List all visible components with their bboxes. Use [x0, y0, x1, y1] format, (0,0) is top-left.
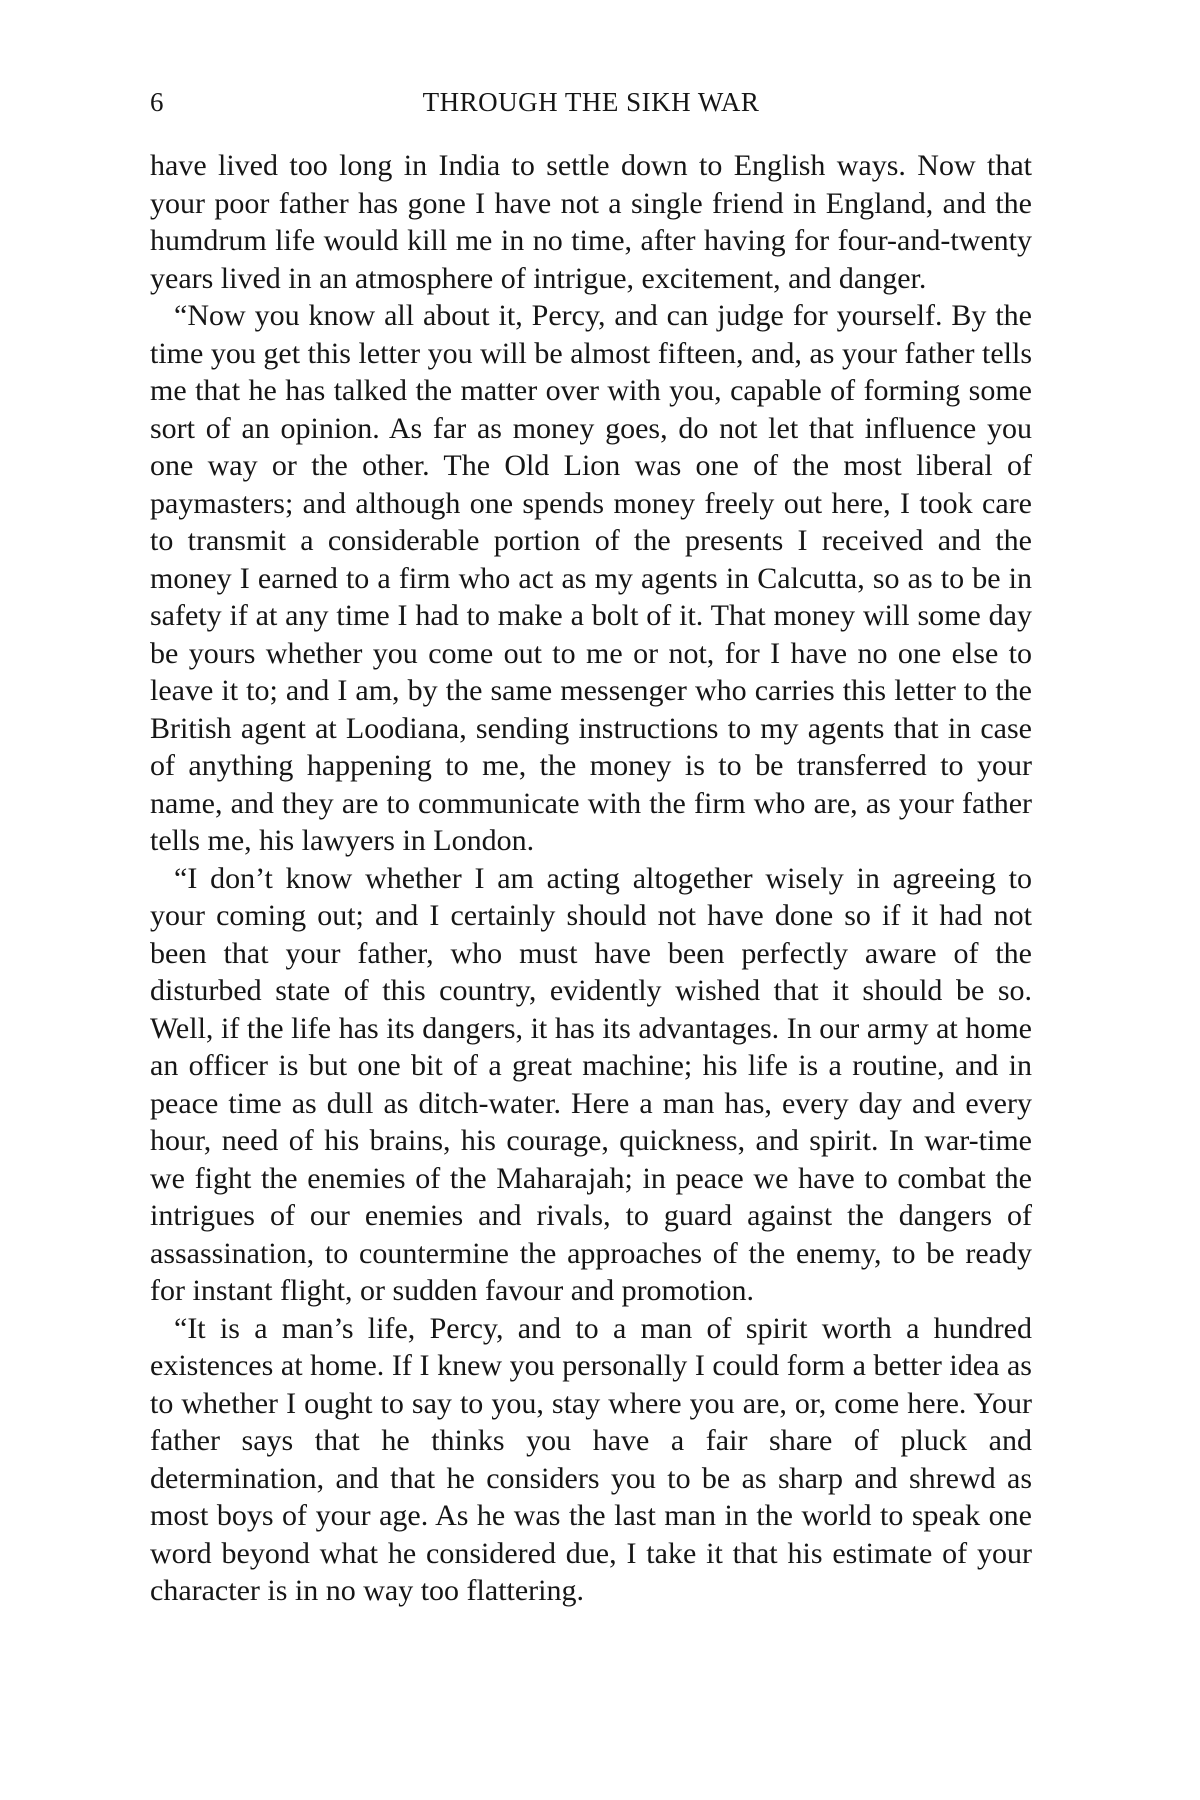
page-number: 6	[150, 87, 164, 117]
paragraph-mans-life: “It is a man’s life, Percy, and to a man of spirit worth a hundred existences at home. If I knew you personally I could form a better idea as to whether I ought to say to you, stay where you are, or, come here. Your father says that he thinks you have a fair share of pluck and determination, and that he considers you to be as sharp and shrewd as most boys of your age. As he was the last man in the world to speak one word beyond what he considered due, I take it that his estimate of your character is in no way too flattering.	[150, 1311, 1032, 1607]
running-title: THROUGH THE SIKH WAR	[422, 87, 760, 117]
paragraph-continuation: have lived too long in India to settle down to English ways. Now that your poor father has gone I have not a single friend in England, and the humdrum life would kill me in no time, after having for four-and-twenty years lived in an atmosphere of intrigue, excitement, and danger.	[150, 149, 1032, 295]
paragraph-now-you-know: “Now you know all about it, Percy, and can judge for yourself. By the time you get this letter you will be almost fifteen, and, as your father tells me that he has talked the matter over with you, capable of forming some sort of an opinion. As far as money goes, do not let that influence you one way or the other. The Old Lion was one of the most liberal of paymasters; and although one spends money freely out here, I took care to transmit a considerable portion of the presents I received and the money I earned to a firm who act as my agents in Calcutta, so as to be in safety if at any time I had to make a bolt of it. That money will some day be yours whether you come out to me or not, for I have no one else to leave it to; and I am, by the same messenger who carries this letter to the British agent at Loodiana, sending instructions to my agents that in case of anything happening to me, the money is to be transferred to your name, and they are to communicate with the firm who are, as your father tells me, his lawyers in London.	[150, 299, 1032, 857]
running-head	[150, 80, 1032, 124]
book-page	[150, 0, 1032, 1800]
body-text	[150, 147, 1032, 1610]
paragraph-i-dont-know: “I don’t know whether I am acting altogether wisely in agreeing to your coming out; and I certainly should not have done so if it had not been that your father, who must have been perfectly aware of the disturbed state of this country, evidently wished that it should be so. Well, if the life has its dangers, it has its advantages. In our army at home an officer is but one bit of a great machine; his life is a routine, and in peace time as dull as ditch-water. Here a man has, every day and every hour, need of his brains, his courage, quickness, and spirit. In war-time we fight the enemies of the Maharajah; in peace we have to combat the intrigues of our enemies and rivals, to guard against the dangers of assassination, to countermine the approaches of the enemy, to be ready for instant flight, or sudden favour and promotion.	[150, 861, 1032, 1307]
